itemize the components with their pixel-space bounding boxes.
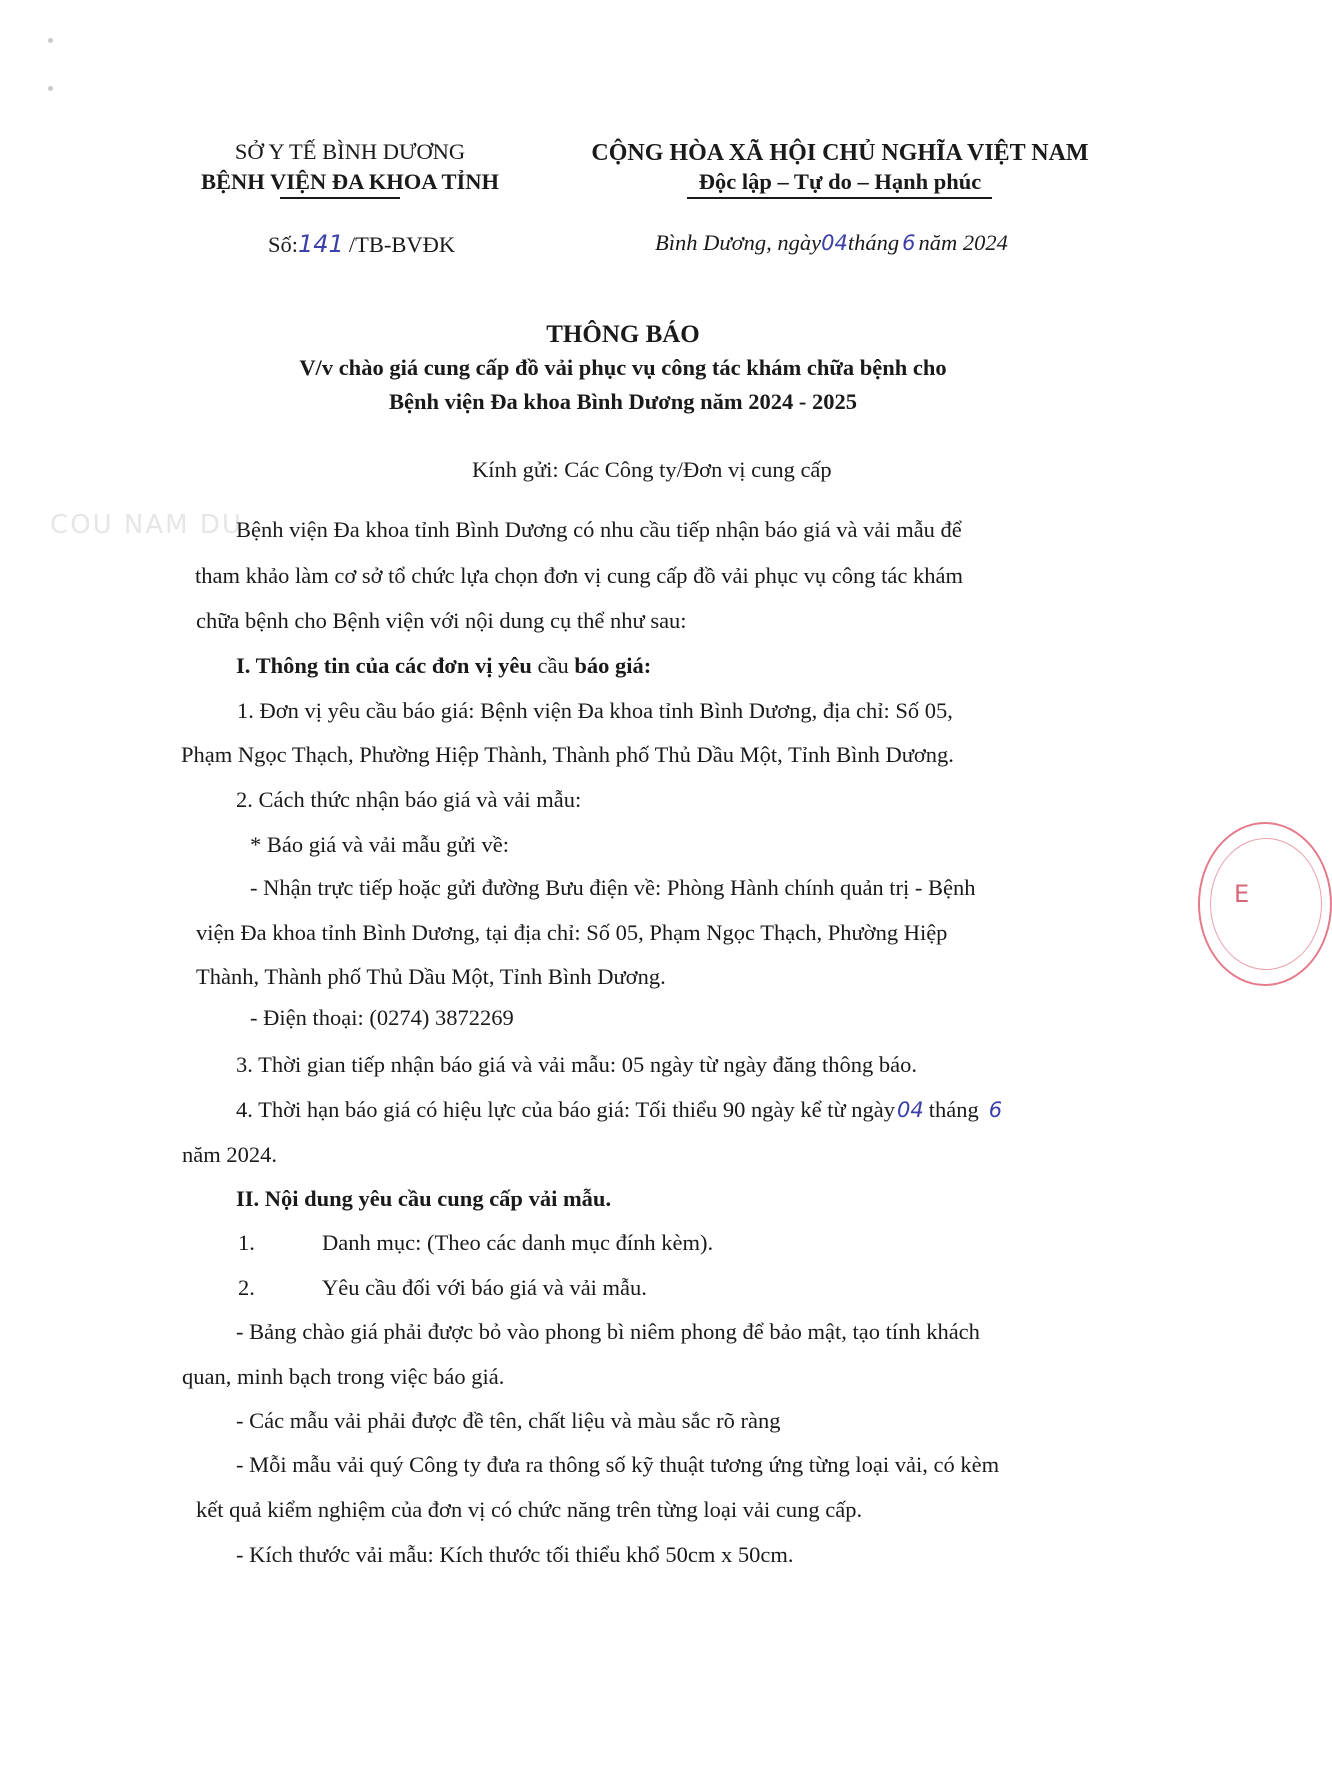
recipient: Kính gửi: Các Công ty/Đơn vị cung cấp — [472, 457, 832, 482]
notice-title: THÔNG BÁO — [546, 321, 700, 348]
date-prefix: Bình Dương, ngày — [655, 230, 822, 255]
section2-requirement-line: - Kích thước vải mẫu: Kích thước tối thiểu khổ 50cm x 50cm. — [236, 1542, 794, 1567]
header-country: CỘNG HÒA XÃ HỘI CHỦ NGHĨA VIỆT NAM — [591, 140, 1089, 166]
document-number — [268, 232, 455, 257]
section1-item1-line: Phạm Ngọc Thạch, Phường Hiệp Thành, Thành phố Thủ Dầu Một, Tỉnh Bình Dương. — [181, 742, 954, 767]
section2-requirement-line: kết quả kiểm nghiệm của đơn vị có chức năng trên từng loại vải cung cấp. — [196, 1497, 863, 1522]
scan-speck — [48, 86, 53, 91]
section2-heading: II. Nội dung yêu cầu cung cấp vải mẫu. — [236, 1186, 612, 1211]
item4-month: 6 — [988, 1098, 1003, 1122]
notice-subject-line1: V/v chào giá cung cấp đồ vải phục vụ công tác khám chữa bệnh cho — [299, 355, 947, 380]
section1-item3: 3. Thời gian tiếp nhận báo giá và vải mẫu: 05 ngày từ ngày đăng thông báo. — [236, 1052, 918, 1077]
section2-item2-text: Yêu cầu đối với báo giá và vải mẫu. — [322, 1275, 647, 1300]
header-left-underline — [280, 197, 400, 199]
section1-item2: 2. Cách thức nhận báo giá và vải mẫu: — [236, 787, 582, 812]
section2-item1-text: Danh mục: (Theo các danh mục đính kèm). — [322, 1230, 714, 1255]
notice-subject-line2: Bệnh viện Đa khoa Bình Dương năm 2024 - 2025 — [389, 389, 857, 414]
stamp-letter: E — [1234, 880, 1250, 908]
document-date — [655, 232, 1008, 255]
date-year: năm 2024 — [918, 230, 1008, 255]
section2-item1-number: 1. — [238, 1230, 255, 1255]
section1-heading-bold: báo giá: — [574, 653, 652, 678]
section1-item2-sub: * Báo giá và vải mẫu gửi về: — [250, 832, 510, 857]
section1-address-line: Thành, Thành phố Thủ Dầu Một, Tỉnh Bình Dương. — [196, 964, 666, 989]
section1-item4-year: năm 2024. — [182, 1142, 277, 1167]
intro-line: tham khảo làm cơ sở tổ chức lựa chọn đơn vị cung cấp đồ vải phục vụ công tác khám — [195, 563, 963, 588]
section1-heading-normal: cầu — [531, 653, 575, 678]
section1-item1-line: 1. Đơn vị yêu cầu báo giá: Bệnh viện Đa khoa tỉnh Bình Dương, địa chỉ: Số 05, — [237, 698, 953, 723]
header-right-underline — [687, 197, 992, 199]
item4-month-label: tháng — [928, 1097, 979, 1122]
section2-requirement-line: - Mỗi mẫu vải quý Công ty đưa ra thông số kỹ thuật tương ứng từng loại vải, có kèm — [236, 1452, 1000, 1477]
section1-heading-bold: I. Thông tin của các đơn vị yêu — [236, 653, 532, 678]
header-department: SỞ Y TẾ BÌNH DƯƠNG — [234, 139, 466, 164]
date-month: 6 — [902, 231, 916, 255]
official-stamp-ring — [1210, 838, 1322, 970]
section2-requirement-line: quan, minh bạch trong việc báo giá. — [182, 1364, 505, 1389]
header-motto: Độc lập – Tự do – Hạnh phúc — [698, 169, 982, 194]
section1-phone: - Điện thoại: (0274) 3872269 — [250, 1005, 514, 1030]
scan-speck — [48, 38, 53, 43]
header-hospital: BỆNH VIỆN ĐA KHOA TỈNH — [201, 169, 499, 194]
number-handwritten: 141 — [298, 230, 344, 258]
number-suffix: /TB-BVĐK — [348, 232, 456, 257]
section1-heading — [236, 655, 651, 678]
section1-item4 — [236, 1099, 1002, 1122]
date-day: 04 — [821, 231, 848, 255]
intro-line: Bệnh viện Đa khoa tỉnh Bình Dương có nhu cầu tiếp nhận báo giá và vải mẫu để — [236, 517, 962, 542]
section1-address-line: - Nhận trực tiếp hoặc gửi đường Bưu điện về: Phòng Hành chính quản trị - Bệnh — [250, 875, 976, 900]
intro-line: chữa bệnh cho Bệnh viện với nội dung cụ thể như sau: — [196, 608, 687, 633]
section2-item2-number: 2. — [238, 1275, 255, 1300]
item4-day: 04 — [897, 1098, 924, 1122]
section1-address-line: viện Đa khoa tỉnh Bình Dương, tại địa chỉ: Số 05, Phạm Ngọc Thạch, Phường Hiệp — [196, 920, 948, 945]
date-month-label: tháng — [847, 230, 900, 255]
section2-requirement-line: - Các mẫu vải phải được đề tên, chất liệu và màu sắc rõ ràng — [236, 1408, 781, 1433]
section2-requirement-line: - Bảng chào giá phải được bỏ vào phong bì niêm phong để bảo mật, tạo tính khách — [236, 1319, 980, 1344]
number-prefix: Số: — [268, 232, 299, 257]
bleed-through-text: COU NAM DU — [50, 510, 243, 540]
item4-prefix: 4. Thời hạn báo giá có hiệu lực của báo giá: Tối thiểu 90 ngày kể từ ngày — [236, 1097, 896, 1122]
